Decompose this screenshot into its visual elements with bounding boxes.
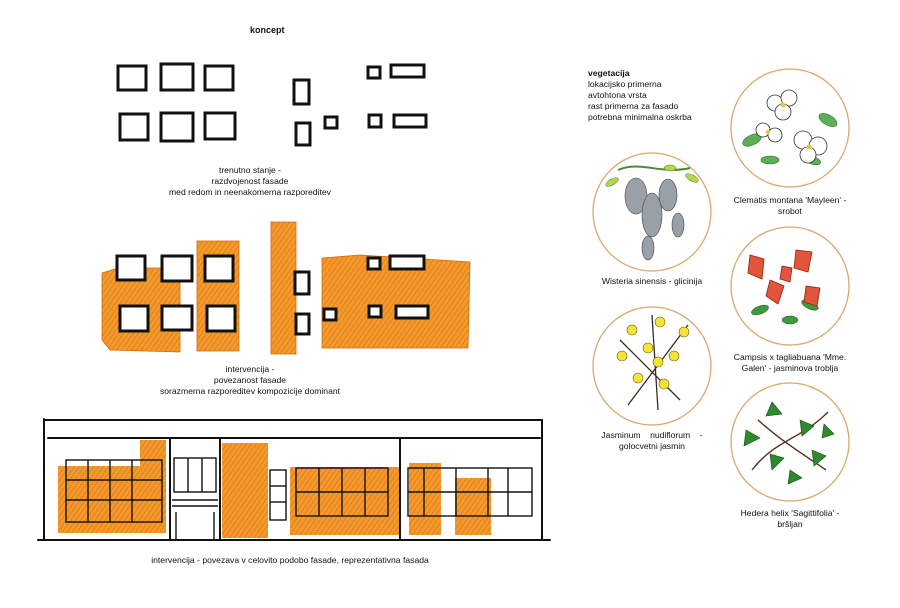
intervention-sketch (102, 222, 470, 354)
vegetation-heading: vegetacija (588, 68, 630, 78)
plant-label-hedera: Hedera helix 'Sagittifolia' - bršljan (740, 508, 840, 529)
vegetation-criterion: avtohtona vrsta (588, 90, 647, 100)
vegetation-criterion: potrebna minimalna oskrba (588, 112, 692, 122)
caption-elevation: intervencija - povezava v celovito podobo fasade, reprezentativna fasada (151, 555, 429, 565)
current-state-sketch (118, 64, 426, 145)
caption-intervention: intervencija - povezanost fasade sorazmerna razporeditev kompozicije dominant (159, 364, 341, 396)
elevation-sketch (38, 419, 550, 540)
plant-circle-campsis (731, 227, 849, 345)
plant-label-wisteria: Wisteria sinensis - glicinija (601, 276, 703, 286)
plant-label-campsis: Campsis x tagliabuana 'Mme. Galen' - jasminova troblja (733, 352, 847, 373)
vegetation-criterion: rast primerna za fasado (588, 101, 679, 111)
plant-label-clematis: Clematis montana 'Mayleen' - srobot (733, 195, 847, 216)
vegetation-list (588, 68, 692, 123)
vegetation-criterion: lokacijsko primerna (588, 79, 662, 89)
plant-circle-clematis (731, 69, 849, 187)
plant-label-jasminum: Jasminum nudiflorum - golocvetni jasmin (601, 430, 703, 451)
caption-current-state: trenutno stanje - razdvojenost fasade med redom in neenakomerna razporeditev (169, 165, 331, 197)
page-title: koncept (250, 25, 285, 35)
